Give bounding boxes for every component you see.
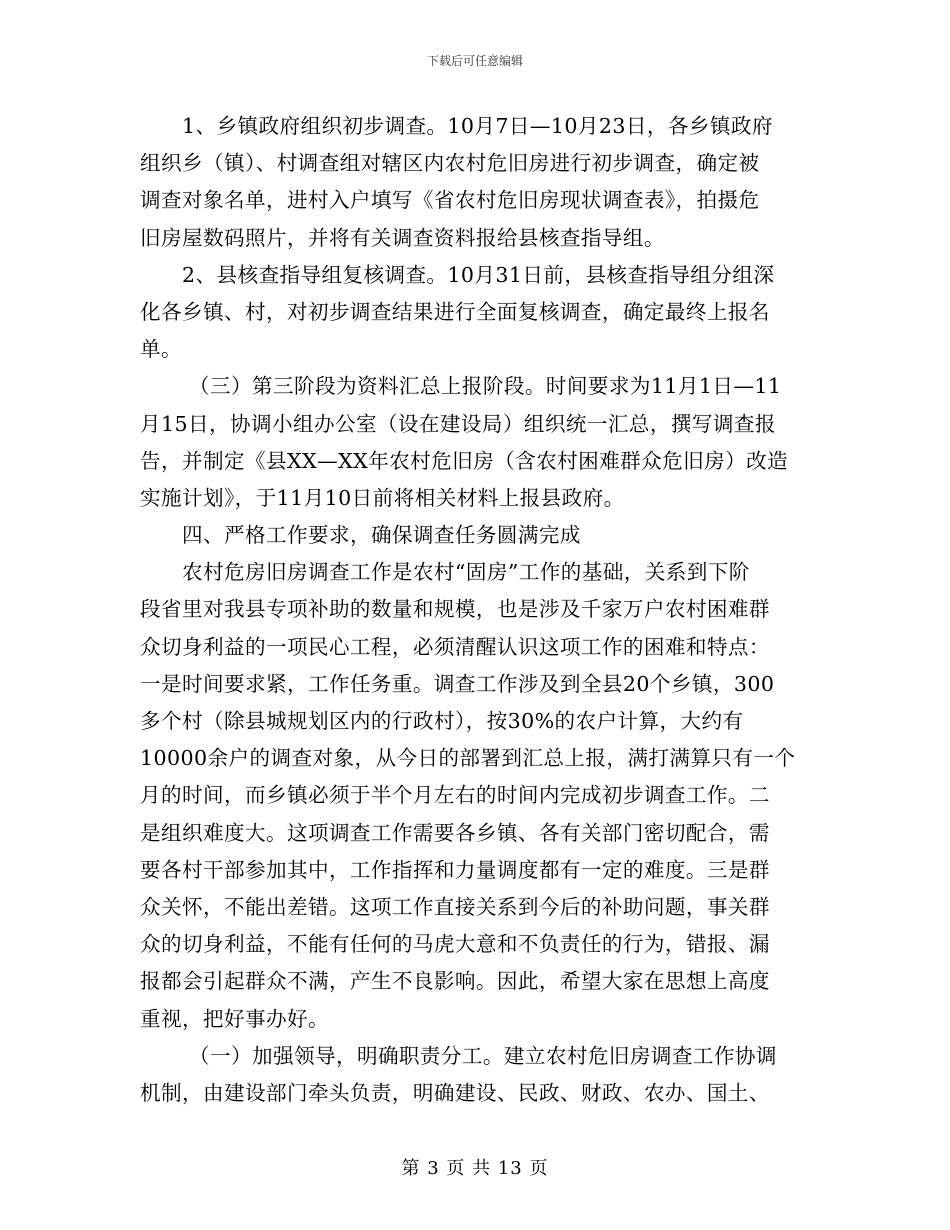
text-line: 机制，由建设部门牵头负责，明确建设、民政、财政、农办、国土、 xyxy=(140,1080,770,1105)
text-line: 旧房屋数码照片，并将有关调查资料报给县核查指导组。 xyxy=(140,225,665,250)
document-body xyxy=(140,108,812,1112)
text-line: 报都会引起群众不满，产生不良影响。因此，希望大家在思想上高度 xyxy=(140,969,770,994)
text-line: 农村危房旧房调查工作是农村“固房”工作的基础，关系到下阶 xyxy=(182,560,750,585)
section-heading: 四、严格工作要求，确保调查任务圆满完成 xyxy=(182,523,581,548)
text-line: 调查对象名单，进村入户填写《省农村危旧房现状调查表》，拍摄危 xyxy=(140,188,760,213)
text-line: 是组织难度大。这项调查工作需要各乡镇、各有关部门密切配合，需 xyxy=(140,820,770,845)
text-line: 一是时间要求紧，工作任务重。调查工作涉及到全县20个乡镇，300 xyxy=(140,671,775,696)
text-line: （三）第三阶段为资料汇总上报阶段。时间要求为11月1日—11 xyxy=(189,374,782,399)
text-line: 要各村干部参加其中，工作指挥和力量调度都有一定的难度。三是群 xyxy=(140,857,770,882)
text-line: 10000余户的调查对象，从今日的部署到汇总上报，满打满算只有一个 xyxy=(140,746,796,771)
text-line: 段省里对我县专项补助的数量和规模，也是涉及千家万户农村困难群 xyxy=(140,597,770,622)
page-footer: 第 3 页 共 13 页 xyxy=(401,1158,549,1179)
text-line: 月的时间，而乡镇必须于半个月左右的时间内完成初步调查工作。二 xyxy=(140,783,770,808)
text-line: 1、乡镇政府组织初步调查。10月7日—10月23日，各乡镇政府 xyxy=(182,114,773,138)
text-line: 告，并制定《县XX—XX年农村危旧房（含农村困难群众危旧房）改造 xyxy=(140,448,789,473)
text-line: 重视，把好事办好。 xyxy=(140,1006,329,1031)
text-line: 组织乡（镇）、村调查组对辖区内农村危旧房进行初步调查，确定被 xyxy=(140,151,760,176)
page-header: 下载后可任意编辑 xyxy=(426,54,523,68)
text-line: 实施计划》，于11月10日前将相关材料上报县政府。 xyxy=(140,485,625,510)
text-line: （一）加强领导，明确职责分工。建立农村危旧房调查工作协调 xyxy=(189,1043,777,1068)
text-line: 众切身利益的一项民心工程，必须清醒认识这项工作的困难和特点： xyxy=(140,634,770,659)
text-line: 众关怀，不能出差错。这项工作直接关系到今后的补助问题，事关群 xyxy=(140,894,770,919)
text-line: 单。 xyxy=(140,337,182,362)
text-line: 2、县核查指导组复核调查。10月31日前，县核查指导组分组深 xyxy=(182,262,775,287)
text-line: 化各乡镇、村，对初步调查结果进行全面复核调查，确定最终上报名 xyxy=(140,299,770,324)
text-line: 月15日，协调小组办公室（设在建设局）组织统一汇总，撰写调查报 xyxy=(140,411,776,436)
text-line: 多个村（除县城规划区内的行政村），按30%的农户计算，大约有 xyxy=(140,709,744,733)
text-line: 众的切身利益，不能有任何的马虎大意和不负责任的行为，错报、漏 xyxy=(140,932,770,957)
